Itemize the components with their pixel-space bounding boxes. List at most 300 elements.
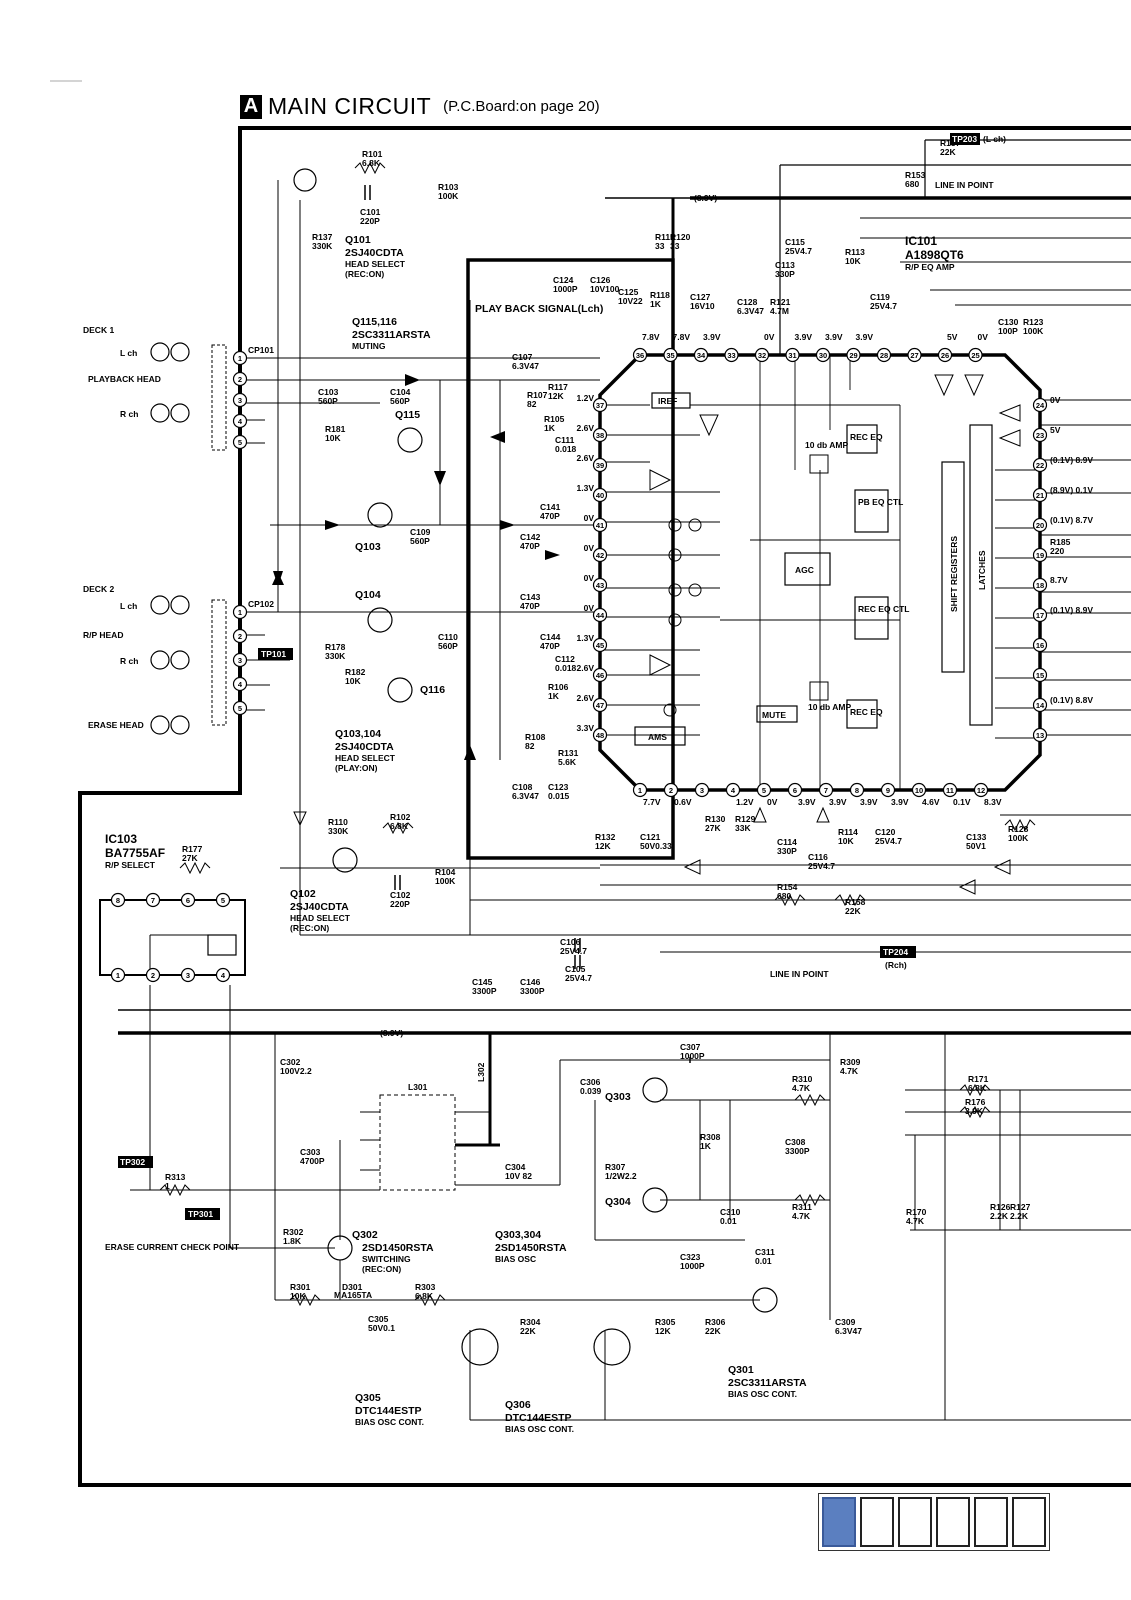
component-r182: [345, 667, 366, 686]
component-ref: C141: [540, 502, 561, 512]
pin-6: [789, 784, 816, 808]
component-ref: C143: [520, 592, 541, 602]
component-ref: R101: [362, 149, 383, 159]
q115-label: Q115: [395, 409, 421, 421]
component-ref: R313: [165, 1172, 186, 1182]
pin-number: 10: [914, 786, 924, 795]
pin-number: 40: [595, 491, 605, 500]
mute-text: MUTE: [762, 710, 787, 720]
component-value: 100P: [998, 326, 1018, 336]
pin-43: [584, 573, 607, 592]
component-ref: C123: [548, 782, 569, 792]
component-c123: [548, 782, 570, 801]
component-ref: R171: [968, 1074, 989, 1084]
rec-eq-text-1: REC EQ: [850, 432, 883, 442]
component-value: 4.7K: [906, 1216, 924, 1226]
pin-4: [234, 415, 247, 428]
component-value: 100K: [435, 876, 456, 886]
component-value: 220: [1050, 546, 1065, 556]
component-c115: [785, 237, 812, 256]
pin-6: [182, 894, 195, 907]
pin-47: [577, 693, 607, 712]
component-value: 0.015: [548, 791, 570, 801]
pin-11: [944, 784, 971, 808]
component-ref: R131: [558, 748, 579, 758]
pin-number: 13: [1035, 731, 1045, 740]
pin-voltage: 7.8V: [672, 332, 690, 342]
component-value: 330K: [325, 651, 346, 661]
component-c126: [590, 275, 620, 294]
pin-20: [1034, 515, 1094, 532]
component-c133: [966, 832, 987, 851]
component-ref: C133: [966, 832, 987, 842]
component-value: 27K: [705, 823, 721, 833]
pin-voltage: 2.6V: [576, 453, 594, 463]
pin-21: [1034, 485, 1094, 502]
pin-number: 4: [237, 417, 243, 426]
component-value: 3300P: [785, 1146, 810, 1156]
pin-voltage: 1.2V: [736, 797, 754, 807]
component-value: 1.8K: [283, 1236, 301, 1246]
pin-number: 44: [595, 611, 605, 620]
component-r104: [435, 867, 456, 886]
component-r121: [770, 297, 791, 316]
pin-voltage: 3.9V: [860, 797, 878, 807]
pin-number: 4: [237, 680, 243, 689]
component-c114: [777, 837, 797, 856]
q103-desc: HEAD SELECT: [335, 753, 395, 763]
component-value: 4.7K: [792, 1211, 810, 1221]
lch-label-1: L ch: [120, 348, 138, 358]
pin-36: [634, 332, 660, 362]
rch-label-1: R ch: [120, 409, 139, 419]
q116-label: Q116: [420, 684, 446, 696]
component-c124: [553, 275, 578, 294]
component-c309: [835, 1317, 862, 1336]
component-ref: R123: [1023, 317, 1044, 327]
component-value: 25V4.7: [808, 861, 835, 871]
pin-number: 3: [237, 656, 243, 665]
tp301-label: TP301: [188, 1209, 214, 1219]
component-value: 1K: [650, 299, 661, 309]
component-ref: R117: [548, 382, 568, 392]
pin-3: [182, 969, 195, 982]
component-value: 4.7M: [770, 306, 789, 316]
component-c305: [368, 1314, 395, 1333]
component-ref: C106: [560, 937, 581, 947]
playback-head-label: PLAYBACK HEAD: [88, 374, 161, 384]
pin-1: [634, 784, 661, 808]
component-ref: R158: [845, 897, 866, 907]
pin-number: 4: [730, 786, 736, 795]
component-r303: [415, 1282, 436, 1301]
rail-89v-1: (8.9V): [694, 193, 718, 203]
component-ref: R132: [595, 832, 616, 842]
component-c113: [775, 260, 795, 279]
pin-number: 2: [150, 971, 156, 980]
pin-number: 16: [1035, 641, 1045, 650]
ic103-part: BA7755AF: [105, 846, 166, 860]
pin-voltage: 3.9V: [855, 332, 873, 342]
pin-number: 1: [637, 786, 643, 795]
pin-number: 42: [595, 551, 605, 560]
component-ref: R304: [520, 1317, 541, 1327]
pin-number: 25: [971, 351, 980, 360]
page-nav-box[interactable]: [898, 1497, 932, 1547]
component-ref: C142: [520, 532, 541, 542]
pin-32: [756, 332, 775, 362]
page-navigator: [818, 1493, 1050, 1551]
ic101-desc: R/P EQ AMP: [905, 262, 955, 272]
q303-desc: BIAS OSC: [495, 1254, 537, 1264]
component-value: 0.039: [580, 1086, 602, 1096]
pin-number: 26: [940, 351, 950, 360]
component-ref: C112: [555, 654, 575, 664]
q302-mode: (REC:ON): [362, 1264, 402, 1274]
deck1-label: DECK 1: [83, 325, 115, 335]
component-value: 470P: [520, 541, 540, 551]
q103-ref: Q103,104: [335, 728, 382, 740]
pin-5: [758, 784, 778, 808]
q101-part: 2SJ40CDTA: [345, 247, 404, 259]
pin-number: 1: [115, 971, 121, 980]
q305-desc: BIAS OSC CONT.: [355, 1417, 424, 1427]
pin-number: 46: [595, 671, 605, 680]
component-c310: [720, 1207, 741, 1226]
component-ref: C104: [390, 387, 411, 397]
component-r131: [558, 748, 579, 767]
page-nav-box[interactable]: [822, 1497, 856, 1547]
pin-number: 39: [595, 461, 605, 470]
component-ref: C120: [875, 827, 896, 837]
component-c111: [555, 435, 577, 454]
pin-2: [665, 784, 692, 808]
pin-number: 35: [666, 351, 675, 360]
component-ref: R305: [655, 1317, 676, 1327]
component-ref: R121: [770, 297, 791, 307]
pin-9: [882, 784, 909, 808]
component-value: 2.2K: [990, 1211, 1008, 1221]
component-ref: R311: [792, 1202, 812, 1212]
pin-40: [577, 483, 607, 502]
pin-number: 20: [1035, 521, 1045, 530]
pin-number: 37: [595, 401, 605, 410]
line-in-point-2: LINE IN POINT: [770, 969, 829, 979]
pin-number: 2: [237, 375, 243, 384]
section-badge: A: [240, 95, 262, 119]
component-value: 1K: [700, 1141, 711, 1151]
pin-number: 3: [185, 971, 191, 980]
component-ref: C103: [318, 387, 339, 397]
pin-voltage: 4.6V: [922, 797, 940, 807]
q303-part: 2SD1450RSTA: [495, 1242, 567, 1254]
pin-voltage: 3.9V: [794, 332, 812, 342]
pin-16: [1034, 639, 1047, 652]
pin-number: 5: [761, 786, 767, 795]
tp204-ch: (Rch): [885, 960, 907, 970]
page-nav-box[interactable]: [1012, 1497, 1046, 1547]
rch-label-2: R ch: [120, 656, 139, 666]
pin-number: 29: [849, 351, 858, 360]
component-value: 6.8K: [362, 158, 380, 168]
component-c302: [280, 1057, 312, 1076]
component-value: 10K: [845, 256, 861, 266]
pin-voltage: 8.3V: [984, 797, 1002, 807]
component-c303: [300, 1147, 325, 1166]
component-value: 560P: [410, 536, 430, 546]
q303-label: Q303: [605, 1091, 631, 1103]
pin-number: 11: [946, 786, 954, 795]
pin-3: [234, 394, 247, 407]
page-nav-box[interactable]: [936, 1497, 970, 1547]
q303-ref: Q303,304: [495, 1229, 542, 1241]
pin-voltage: 0V: [583, 543, 594, 553]
component-value: 220P: [360, 216, 380, 226]
q306-desc: BIAS OSC CONT.: [505, 1424, 574, 1434]
ic101-pins-top: [634, 332, 989, 362]
component-value: 1000P: [553, 284, 578, 294]
pin-number: 32: [757, 351, 767, 360]
component-ref: R108: [525, 732, 546, 742]
component-value: 6.3V47: [737, 306, 764, 316]
component-c145: [472, 977, 497, 996]
component-value: 330K: [328, 826, 349, 836]
component-c108: [512, 782, 539, 801]
pin-number: 19: [1035, 551, 1045, 560]
component-value: 27K: [182, 853, 198, 863]
component-value: 4.7K: [792, 1083, 810, 1093]
pin-voltage: 0V: [1050, 395, 1061, 405]
component-c323: [680, 1252, 705, 1271]
page-nav-box[interactable]: [974, 1497, 1008, 1547]
component-value: 25V4.7: [875, 836, 902, 846]
component-value: 6.3V47: [835, 1326, 862, 1336]
deck2-label: DECK 2: [83, 584, 115, 594]
d301-text: D301: [342, 1282, 363, 1292]
component-r313: [165, 1172, 186, 1191]
component-c103: [318, 387, 339, 406]
component-r130: [705, 814, 726, 833]
pin-number: 24: [1035, 401, 1045, 410]
component-r110: [328, 817, 349, 836]
pin-3: [234, 654, 247, 667]
component-value: 22K: [845, 906, 861, 916]
q306-part: DTC144ESTP: [505, 1412, 572, 1424]
pin-2: [147, 969, 160, 982]
component-c146: [520, 977, 545, 996]
pb-eq-ctl-text: PB EQ CTL: [858, 497, 904, 507]
component-c141: [540, 502, 561, 521]
q103-part: 2SJ40CDTA: [335, 741, 394, 753]
pin-48: [577, 723, 607, 742]
q101-desc: HEAD SELECT: [345, 259, 405, 269]
component-ref: R307: [605, 1162, 626, 1172]
pin-number: 3: [699, 786, 705, 795]
pin-30: [817, 332, 843, 362]
pin-42: [584, 543, 607, 562]
d301-part: MA165TA: [334, 1290, 373, 1300]
component-value: 50V1: [966, 841, 986, 851]
pin-number: 2: [237, 632, 243, 641]
component-r107: [527, 390, 548, 409]
component-value: 5.6K: [558, 757, 576, 767]
ic101-ref: IC101: [905, 234, 938, 248]
component-ref: R157: [940, 138, 961, 148]
component-ref: R128: [1008, 824, 1029, 834]
tp302-label: TP302: [120, 1157, 146, 1167]
q302-ref: Q302: [352, 1229, 378, 1241]
component-value: 100K: [1008, 833, 1029, 843]
pin-voltage: 3.9V: [829, 797, 847, 807]
component-value: 3300P: [472, 986, 497, 996]
component-value: 6.8K: [390, 821, 408, 831]
component-c307: [680, 1042, 705, 1061]
component-value: 33: [655, 241, 665, 251]
component-ref: R114: [838, 827, 858, 837]
pin-number: 41: [595, 521, 605, 530]
tp101-label: TP101: [261, 649, 287, 659]
component-ref: R185: [1050, 537, 1071, 547]
component-value: 680: [777, 891, 792, 901]
component-ref: R176: [965, 1097, 986, 1107]
component-r103: [438, 182, 459, 201]
component-ref: R110: [328, 817, 348, 827]
component-ref: R120: [670, 232, 691, 242]
component-value: 3300P: [520, 986, 545, 996]
pin-number: 8: [854, 786, 860, 795]
component-ref: R306: [705, 1317, 726, 1327]
component-r178: [325, 642, 346, 661]
pin-number: 5: [237, 438, 243, 447]
component-ref: C107: [512, 352, 533, 362]
component-ref: C308: [785, 1137, 806, 1147]
subtitle-text: (P.C.Board:on page 20): [443, 98, 600, 115]
component-c107: [512, 352, 539, 371]
component-ref: R102: [390, 812, 411, 822]
component-ref: C110: [438, 632, 458, 642]
pin-voltage: 0V: [764, 332, 775, 342]
pin-number: 28: [879, 351, 889, 360]
component-ref: C114: [777, 837, 797, 847]
page-nav-box[interactable]: [860, 1497, 894, 1547]
pin-voltage: 7.8V: [642, 332, 660, 342]
pin-24: [1034, 395, 1061, 412]
component-ref: C130: [998, 317, 1019, 327]
component-c143: [520, 592, 541, 611]
pin-voltage: 0V: [767, 797, 778, 807]
component-ref: C121: [640, 832, 661, 842]
component-value: 82: [527, 399, 537, 409]
pin-7: [147, 894, 160, 907]
component-r120: [670, 232, 691, 251]
erase-head-label: ERASE HEAD: [88, 720, 144, 730]
component-c304: [505, 1162, 532, 1181]
pin-3: [696, 784, 709, 797]
component-value: 33K: [735, 823, 751, 833]
component-c119: [870, 292, 897, 311]
component-ref: R119: [655, 232, 675, 242]
pin-35: [664, 332, 690, 362]
component-c110: [438, 632, 458, 651]
pin-12: [975, 784, 1002, 808]
agc-text: AGC: [795, 565, 814, 575]
component-value: 50V0.1: [368, 1323, 395, 1333]
component-r304: [520, 1317, 541, 1336]
component-value: 25V4.7: [565, 973, 592, 983]
component-value: 2.2K: [1010, 1211, 1028, 1221]
iref-text: IREF: [658, 396, 678, 406]
component-ref: R118: [650, 290, 670, 300]
component-c144: [540, 632, 561, 651]
component-ref: R107: [527, 390, 548, 400]
q301-desc: BIAS OSC CONT.: [728, 1389, 797, 1399]
component-ref: C309: [835, 1317, 856, 1327]
component-value: 470P: [520, 601, 540, 611]
component-value: 12K: [548, 391, 564, 401]
component-value: 12K: [595, 841, 611, 851]
component-value: 10V 82: [505, 1171, 532, 1181]
q102-ref: Q102: [290, 888, 316, 900]
component-ref: R137: [312, 232, 333, 242]
component-value: 10V100: [590, 284, 620, 294]
component-ref: R309: [840, 1057, 861, 1067]
component-ref: R153: [905, 170, 926, 180]
component-value: 1000P: [680, 1051, 705, 1061]
component-c142: [520, 532, 541, 551]
pin-number: 7: [150, 896, 156, 905]
q102-part: 2SJ40CDTA: [290, 901, 349, 913]
component-value: 10K: [325, 433, 341, 443]
component-value: 560P: [318, 396, 338, 406]
pin-number: 9: [885, 786, 891, 795]
component-value: 22K: [940, 147, 956, 157]
pin-1: [234, 606, 247, 619]
ic101-part: A1898QT6: [905, 248, 964, 262]
page-title: [240, 93, 600, 120]
q301-ref: Q301: [728, 1364, 754, 1376]
component-value: 25V4.7: [560, 946, 587, 956]
pin-28: [878, 349, 891, 362]
pin-voltage: 2.6V: [576, 693, 594, 703]
q302-part: 2SD1450RSTA: [362, 1242, 434, 1254]
component-r114: [838, 827, 858, 846]
ic101-pins-right: [1034, 395, 1094, 742]
q301-part: 2SC3311ARSTA: [728, 1377, 807, 1389]
pin-voltage: 1.2V: [576, 393, 594, 403]
component-r117: [548, 382, 568, 401]
pin-voltage: (0.1V) 8.9V: [1050, 605, 1093, 615]
l301-text: L301: [408, 1082, 428, 1092]
component-ref: R303: [415, 1282, 436, 1292]
component-r102: [390, 812, 411, 831]
component-value: 0.018: [555, 663, 577, 673]
component-r308: [700, 1132, 721, 1151]
component-ref: R106: [548, 682, 569, 692]
pin-33: [725, 349, 738, 362]
component-c112: [555, 654, 577, 673]
pin-number: 1: [237, 608, 243, 617]
component-value: 100K: [1023, 326, 1044, 336]
pin-number: 27: [910, 351, 919, 360]
pin-number: 48: [595, 731, 605, 740]
pin-voltage: 2.6V: [576, 423, 594, 433]
pin-number: 22: [1035, 461, 1045, 470]
component-r170: [906, 1207, 927, 1226]
lch-label-2: L ch: [120, 601, 138, 611]
component-r176: [965, 1097, 986, 1116]
component-c106: [560, 937, 587, 956]
q306-ref: Q306: [505, 1399, 531, 1411]
